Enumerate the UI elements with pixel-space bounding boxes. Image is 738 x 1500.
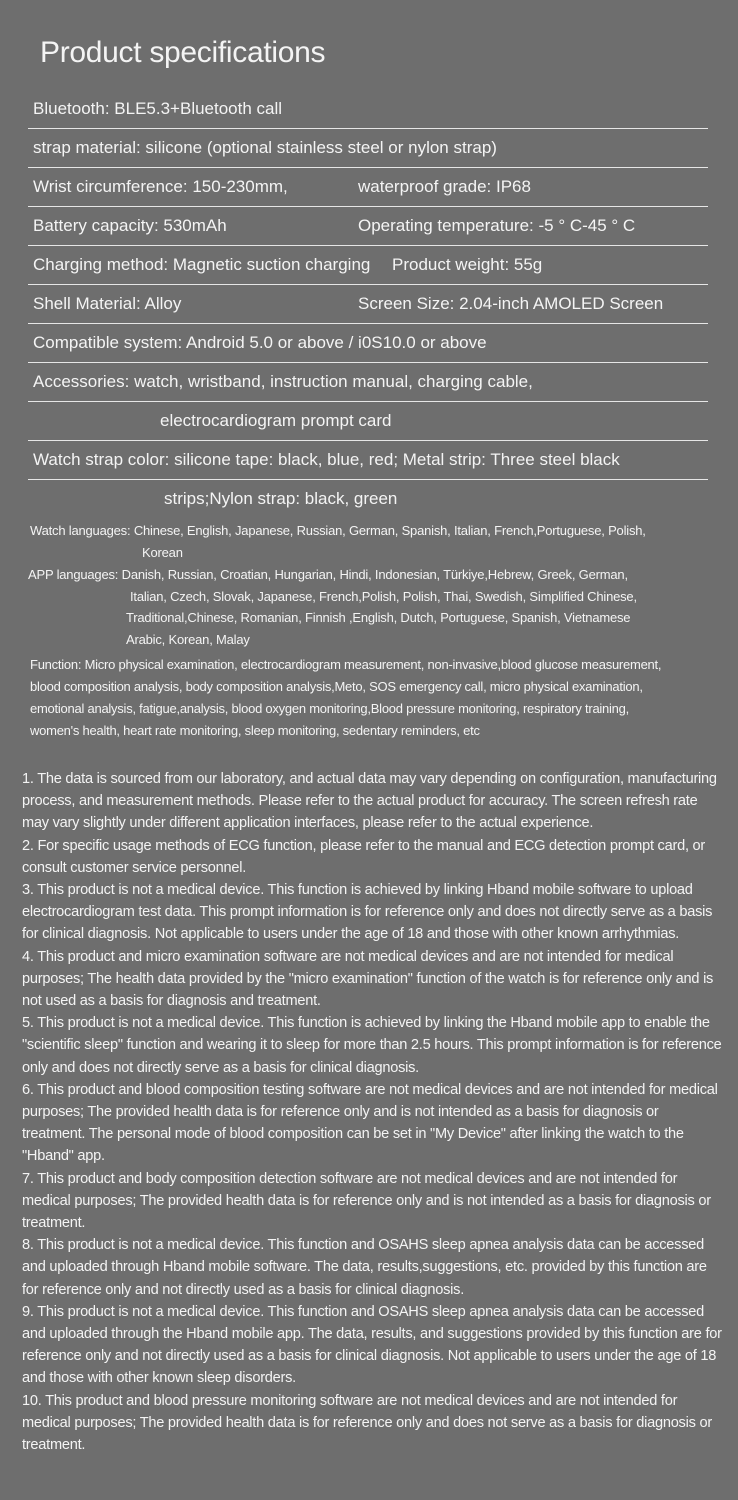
- spec-strap-color-line1: Watch strap color: silicone tape: black, blue, red; Metal strip: Three steel black: [33, 450, 620, 469]
- spec-charging: Charging method: Magnetic suction charging: [33, 255, 371, 274]
- spec-waterproof: waterproof grade: IP68: [358, 177, 531, 196]
- app-languages-label: APP languages:: [28, 567, 119, 582]
- spec-row-strap-color: [28, 441, 708, 480]
- app-languages-line3: Traditional,Chinese, Romanian, Finnish ,English, Dutch, Portuguese, Spanish, Vietnamese: [126, 610, 631, 625]
- spec-strap-material: strap material: silicone (optional stainless steel or nylon strap): [33, 138, 497, 157]
- function-list: [30, 654, 720, 742]
- function-line3: emotional analysis, fatigue,analysis, blood oxygen monitoring,Blood pressure monitoring, respiratory training,: [30, 701, 630, 716]
- spec-row-accessories-cont: [28, 402, 708, 441]
- spec-row-strap: [28, 129, 708, 168]
- spec-accessories-line2: electrocardiogram prompt card: [160, 411, 392, 430]
- disclaimer-notes: [22, 768, 722, 1456]
- spec-row-battery: [28, 207, 708, 246]
- spec-row-charging: [28, 246, 708, 285]
- spec-row-bluetooth: [28, 90, 708, 129]
- function-line4: women's health, heart rate monitoring, sleep monitoring, sedentary reminders, etc: [30, 723, 480, 738]
- spec-row-shell: [28, 285, 708, 324]
- spec-accessories-line1: Accessories: watch, wristband, instruction manual, charging cable,: [33, 372, 533, 391]
- spec-shell: Shell Material: Alloy: [33, 294, 182, 313]
- watch-languages-line2: Korean: [142, 544, 183, 560]
- note-item: 2. For specific usage methods of ECG function, please refer to the manual and ECG detection prompt card, or consult customer service personnel.: [22, 837, 706, 876]
- spec-battery: Battery capacity: 530mAh: [33, 216, 227, 235]
- spec-row-compatible: [28, 324, 708, 363]
- spec-table: [28, 90, 708, 518]
- watch-languages-label: Watch languages:: [30, 523, 131, 538]
- note-item: 6. This product and blood composition testing software are not medical devices and are not intended for medical purposes; The provided health data is for reference only and is not intended as a basis for diagnosis or treatment. The personal mode of blood composition can be set in "My Device" after linking the watch to the "Hband" app.: [22, 1081, 718, 1165]
- spec-row-accessories: [28, 363, 708, 402]
- spec-screen: Screen Size: 2.04-inch AMOLED Screen: [358, 294, 664, 313]
- app-languages-line1: Danish, Russian, Croatian, Hungarian, Hindi, Indonesian, Türkiye,Hebrew, Greek, German,: [121, 567, 628, 582]
- spec-wrist-circumference: Wrist circumference: 150-230mm,: [33, 177, 288, 196]
- spec-compatible: Compatible system: Android 5.0 or above / i0S10.0 or above: [33, 333, 487, 352]
- app-languages-line2: Italian, Czech, Slovak, Japanese, French,Polish, Polish, Thai, Swedish, Simplified Chinese,: [130, 588, 637, 604]
- spec-temperature: Operating temperature: -5 ° C-45 ° C: [358, 216, 636, 235]
- note-item: 8. This product is not a medical device. This function and OSAHS sleep apnea analysis data can be accessed and uploaded through Hband mobile software. The data, results,suggestions, etc. provided by this function are for reference only and not directly used as a basis for clinical diagnosis.: [22, 1237, 707, 1298]
- watch-languages-line1: Chinese, English, Japanese, Russian, German, Spanish, Italian, French,Portuguese, Polish,: [133, 523, 646, 538]
- page-title: Product specifications: [40, 36, 326, 69]
- note-item: 3. This product is not a medical device. This function is achieved by linking Hband mobile software to upload electrocardiogram test data. This prompt information is for reference only and does not directly serve as a basis for clinical diagnosis. Not applicable to users under the age of 18 and those with other known arrhythmias.: [22, 882, 713, 943]
- note-item: 4. This product and micro examination software are not medical devices and are not intended for medical purposes; The health data provided by the "micro examination" function of the watch is for reference only and is not used as a basis for diagnosis and treatment.: [22, 948, 714, 1010]
- spec-strap-color-line2: strips;Nylon strap: black, green: [164, 489, 398, 508]
- note-item: 5. This product is not a medical device. This function is achieved by linking the Hband mobile app to enable the "scientific sleep" function and wearing it to sleep for more than 2.5 hours. This prompt information is for reference only and does not directly serve as a basis for clinical diagnosis.: [22, 1015, 722, 1076]
- note-item: 1. The data is sourced from our laboratory, and actual data may vary depending on configuration, manufacturing process, and measurement methods. Please refer to the actual product for accuracy. The screen refresh rate may vary slightly under different application interfaces, please refer to the actual experience.: [22, 771, 717, 832]
- note-item: 7. This product and body composition detection software are not medical devices and are not intended for medical purposes; The provided health data is for reference only and is not intended as a basis for diagnosis or treatment.: [22, 1170, 711, 1232]
- spec-row-strap-color-cont: [28, 480, 708, 518]
- watch-languages: [30, 520, 720, 563]
- note-item: 9. This product is not a medical device. This function and OSAHS sleep apnea analysis data can be accessed and uploaded through the Hband mobile app. The data, results, and suggestions provided by this function are for reference only and not directly used as a basis for clinical diagnosis. Not applicable to users under the age of 18 and those with other known sleep disorders.: [22, 1303, 722, 1387]
- spec-row-wrist: [28, 168, 708, 207]
- spec-weight: Product weight: 55g: [392, 255, 543, 274]
- spec-bluetooth: Bluetooth: BLE5.3+Bluetooth call: [33, 99, 283, 118]
- app-languages: [28, 564, 718, 650]
- function-line1: Function: Micro physical examination, electrocardiogram measurement, non-invasive,blood glucose measurement,: [30, 657, 662, 672]
- app-languages-line4: Arabic, Korean, Malay: [126, 631, 250, 647]
- function-line2: blood composition analysis, body composition analysis,Meto, SOS emergency call, micro physical examination,: [30, 679, 643, 694]
- note-item: 10. This product and blood pressure monitoring software are not medical devices and are not intended for medical purposes; The provided health data is for reference only and does not serve as a basis for diagnosis or treatment.: [22, 1392, 712, 1454]
